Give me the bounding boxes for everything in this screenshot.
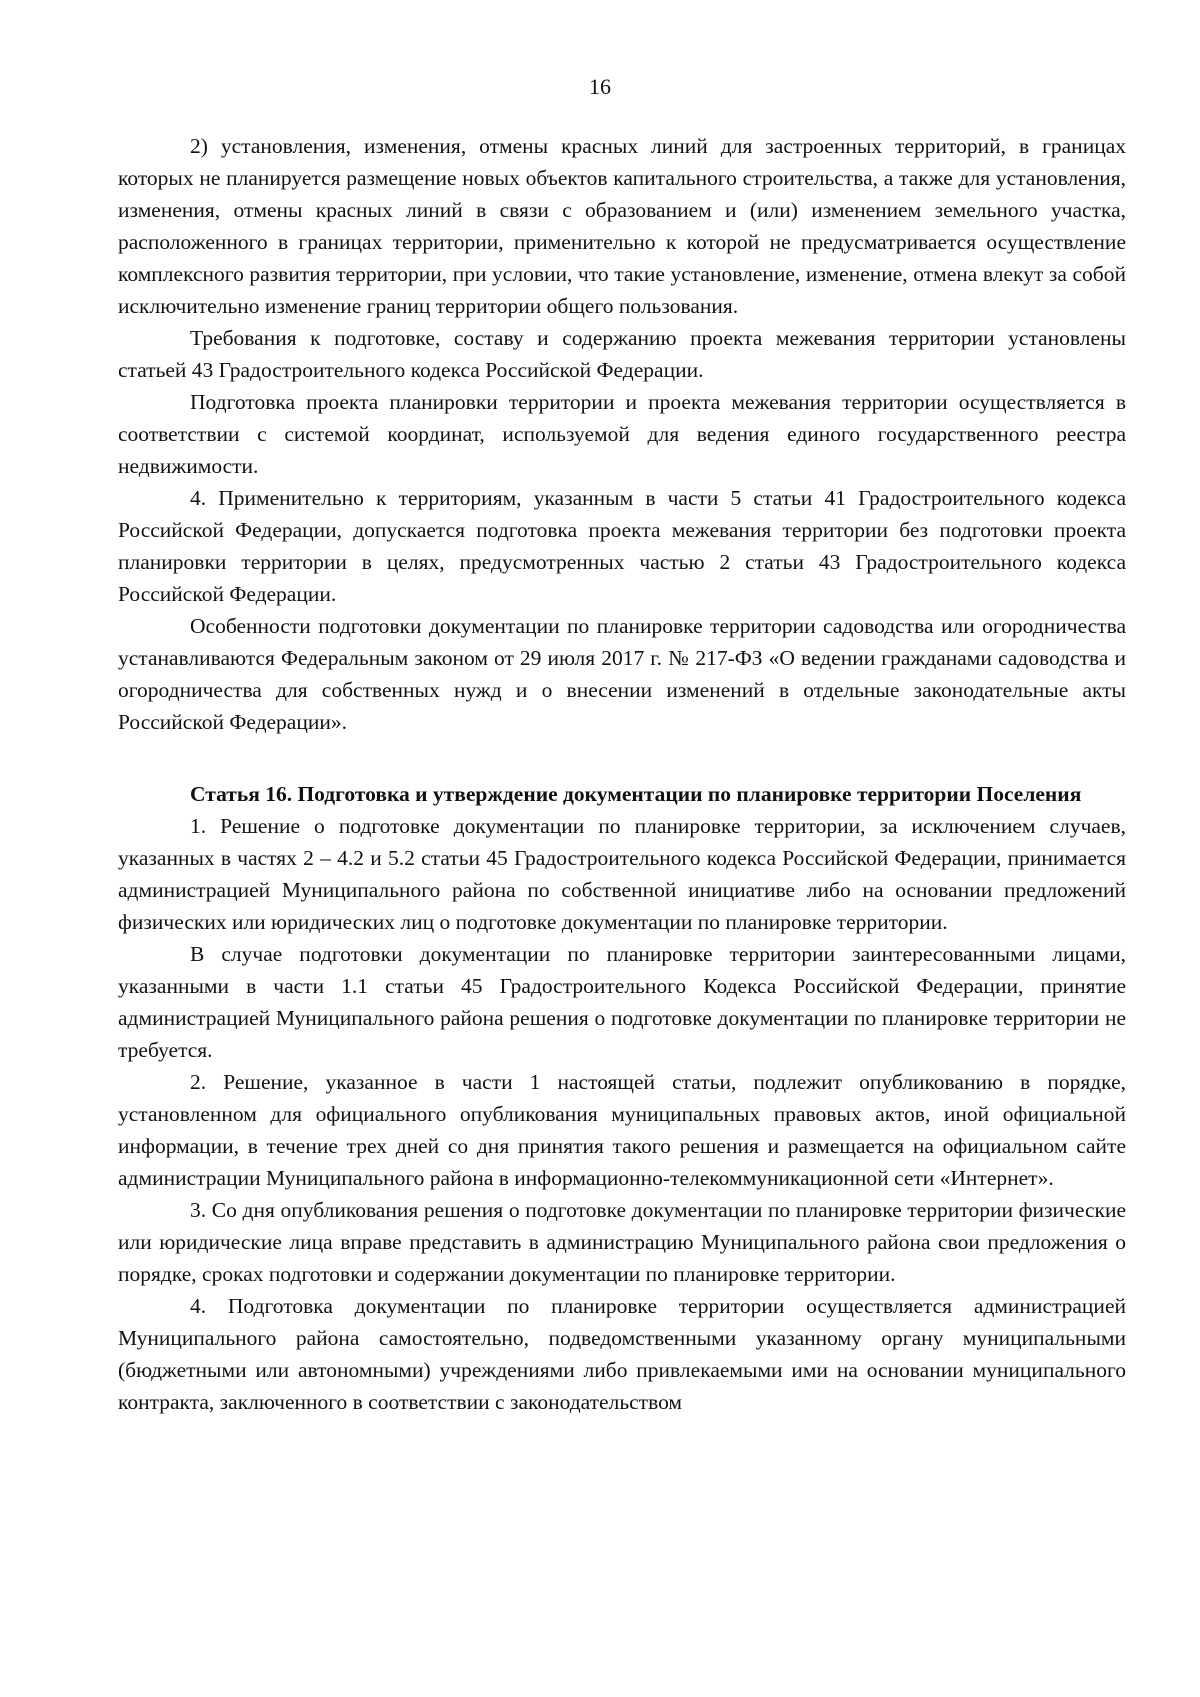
paragraph-item-4-territories: 4. Применительно к территориям, указанным в части 5 статьи 41 Градостроительного кодекса Российской Федерации, допускается подготовка проекта межевания территории без подготовки проекта планировки территории в целях, предусмотренных частью 2 статьи 43 Градостроительного кодекса Российской Федерации. — [118, 486, 1126, 606]
paragraph-interested-persons: В случае подготовки документации по планировке территории заинтересованными лицами, указанными в части 1.1 статьи 45 Градостроительного Кодекса Российской Федерации, принятие администрацией Муниципального района решения о подготовке документации по планировке территории не требуется. — [118, 942, 1126, 1062]
paragraph-proposals: 3. Со дня опубликования решения о подготовке документации по планировке территории физические или юридические лица вправе представить в администрацию Муниципального района свои предложения о порядке, сроках подготовки и содержании документации по планировке территории. — [118, 1198, 1126, 1286]
paragraph-coordinate-system: Подготовка проекта планировки территории и проекта межевания территории осуществляется в соответствии с системой координат, используемой для ведения единого государственного реестра недвижимости. — [118, 390, 1126, 478]
paragraph-preparation-by-administration: 4. Подготовка документации по планировке территории осуществляется администрацией Муниципального района самостоятельно, подведомственными указанному органу муниципальными (бюджетными или автономными) учреждениями либо привлекаемыми ими на основании муниципального контракта, заключенного в соответствии с законодательством — [118, 1294, 1126, 1414]
paragraph-item-2-red-lines: 2) установления, изменения, отмены красных линий для застроенных территорий, в границах которых не планируется размещение новых объектов капитального строительства, а также для установления, изменения, отмены красных линий в связи с образованием и (или) изменением земельного участка, расположенного в границах территории, применительно к которой не предусматривается осуществление комплексного развития территории, при условии, что такие установление, изменение, отмена влекут за собой исключительно изменение границ территории общего пользования. — [118, 134, 1126, 318]
section-spacer — [118, 738, 1126, 778]
paragraph-survey-requirements: Требования к подготовке, составу и содержанию проекта межевания территории установлены статьей 43 Градостроительного кодекса Российской Федерации. — [118, 326, 1126, 382]
paragraph-gardening-specifics: Особенности подготовки документации по планировке территории садоводства или огородничества устанавливаются Федеральным законом от 29 июля 2017 г. № 217-ФЗ «О ведении гражданами садоводства и огородничества для собственных нужд и о внесении изменений в отдельные законодательные акты Российской Федерации». — [118, 614, 1126, 734]
paragraph-publication: 2. Решение, указанное в части 1 настоящей статьи, подлежит опубликованию в порядке, установленном для официального опубликования муниципальных правовых актов, иной официальной информации, в течение трех дней со дня принятия такого решения и размещается на официальном сайте администрации Муниципального района в информационно-телекоммуникационной сети «Интернет». — [118, 1070, 1126, 1190]
article-heading: Статья 16. Подготовка и утверждение документации по планировке территории Поселения — [190, 782, 1082, 806]
document-body — [118, 130, 1126, 1418]
page-number: 16 — [589, 74, 611, 99]
paragraph-decision-preparation: 1. Решение о подготовке документации по планировке территории, за исключением случаев, указанных в частях 2 – 4.2 и 5.2 статьи 45 Градостроительного кодекса Российской Федерации, принимается администрацией Муниципального района по собственной инициативе либо на основании предложений физических или юридических лиц о подготовке документации по планировке территории. — [118, 814, 1126, 934]
